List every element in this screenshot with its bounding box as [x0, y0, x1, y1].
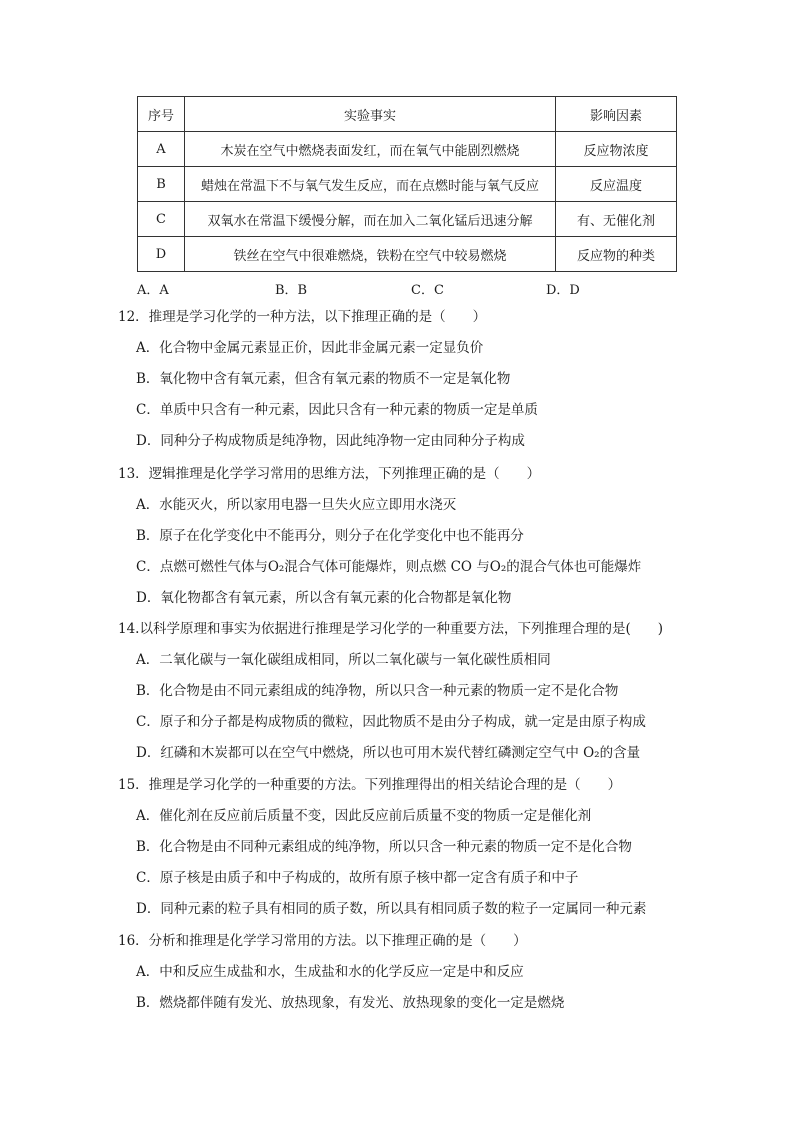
- question-option: B．燃烧都伴随有发光、放热现象，有发光、放热现象的变化一定是燃烧: [136, 995, 565, 1011]
- q11-option-a: A．A: [137, 283, 169, 298]
- q11-option-b: B．B: [275, 283, 308, 298]
- question-stem: 14.以科学原理和事实为依据进行推理是学习化学的一种重要方法，下列推理合理的是( ): [118, 621, 664, 637]
- question-option: C．单质中只含有一种元素，因此只含有一种元素的物质一定是单质: [136, 402, 538, 418]
- table-cell: 有、无催化剂: [556, 202, 677, 237]
- table-cell: 反应物浓度: [556, 132, 677, 167]
- question-14: [118, 614, 698, 769]
- q11-option-d: D．D: [546, 283, 580, 298]
- question-option: C．原子核是由质子和中子构成的，故所有原子核中都一定含有质子和中子: [136, 870, 579, 886]
- question-option: D．同种分子构成物质是纯净物，因此纯净物一定由同种分子构成: [136, 433, 525, 449]
- table-header-row: [138, 97, 677, 132]
- question-option: B．化合物是由不同元素组成的纯净物，所以只含一种元素的物质一定不是化合物: [136, 683, 619, 699]
- question-stem: 13．逻辑推理是化学学习常用的思维方法，下列推理正确的是（ ）: [118, 466, 541, 482]
- experiment-table: [137, 96, 677, 272]
- question-option: B．氧化物中含有氧元素，但含有氧元素的物质不一定是氧化物: [136, 371, 511, 387]
- table-cell: 木炭在空气中燃烧表面发红，而在氧气中能剧烈燃烧: [185, 132, 556, 167]
- header-cell: 实验事实: [185, 97, 556, 132]
- table-row: [138, 132, 677, 167]
- question-15: [118, 770, 698, 925]
- question-option: A．催化剂在反应前后质量不变，因此反应前后质量不变的物质一定是催化剂: [136, 808, 592, 824]
- table-cell: D: [138, 237, 185, 272]
- table-cell: 蜡烛在常温下不与氧气发生反应，而在点燃时能与氧气反应: [185, 167, 556, 202]
- header-cell: 序号: [138, 97, 185, 132]
- question-option: D．同种元素的粒子具有相同的质子数，所以具有相同质子数的粒子一定属同一种元素: [136, 901, 647, 917]
- question-stem: 16．分析和推理是化学学习常用的方法。以下推理正确的是（ ）: [118, 933, 527, 949]
- table-cell: 反应温度: [556, 167, 677, 202]
- header-cell: 影响因素: [556, 97, 677, 132]
- question-12: [118, 302, 698, 457]
- question-option: A．化合物中金属元素显正价，因此非金属元素一定显负价: [136, 340, 484, 356]
- question-option: A．二氧化碳与一氧化碳组成相同，所以二氧化碳与一氧化碳性质相同: [136, 652, 551, 668]
- question-13: [118, 459, 698, 614]
- question-option: B．原子在化学变化中不能再分，则分子在化学变化中也不能再分: [136, 528, 524, 544]
- question-16: [118, 926, 698, 1019]
- table-cell: 双氧水在常温下缓慢分解，而在加入二氧化锰后迅速分解: [185, 202, 556, 237]
- question-option: A．中和反应生成盐和水，生成盐和水的化学反应一定是中和反应: [136, 964, 524, 980]
- table-row: [138, 237, 677, 272]
- table-cell: 铁丝在空气中很难燃烧，铁粉在空气中较易燃烧: [185, 237, 556, 272]
- table-row: [138, 202, 677, 237]
- question-option: D．氧化物都含有氧元素，所以含有氧元素的化合物都是氧化物: [136, 590, 512, 606]
- question-option: D．红磷和木炭都可以在空气中燃烧，所以也可用木炭代替红磷测定空气中 O₂的含量: [136, 745, 641, 761]
- table-row: [138, 167, 677, 202]
- question-option: C．原子和分子都是构成物质的微粒，因此物质不是由分子构成，就一定是由原子构成: [136, 714, 646, 730]
- question-stem: 12．推理是学习化学的一种方法，以下推理正确的是（ ）: [118, 309, 487, 325]
- question-option: B．化合物是由不同种元素组成的纯净物，所以只含一种元素的物质一定不是化合物: [136, 839, 632, 855]
- table-cell: C: [138, 202, 185, 237]
- question-option: A．水能灭火，所以家用电器一旦失火应立即用水浇灭: [136, 497, 457, 513]
- question-stem: 15．推理是学习化学的一种重要的方法。下列推理得出的相关结论合理的是（ ）: [118, 777, 622, 793]
- table-cell: A: [138, 132, 185, 167]
- q11-option-c: C．C: [411, 283, 444, 298]
- table-cell: B: [138, 167, 185, 202]
- table-cell: 反应物的种类: [556, 237, 677, 272]
- question-option: C．点燃可燃性气体与O₂混合气体可能爆炸，则点燃 CO 与O₂的混合气体也可能爆炸: [136, 559, 642, 575]
